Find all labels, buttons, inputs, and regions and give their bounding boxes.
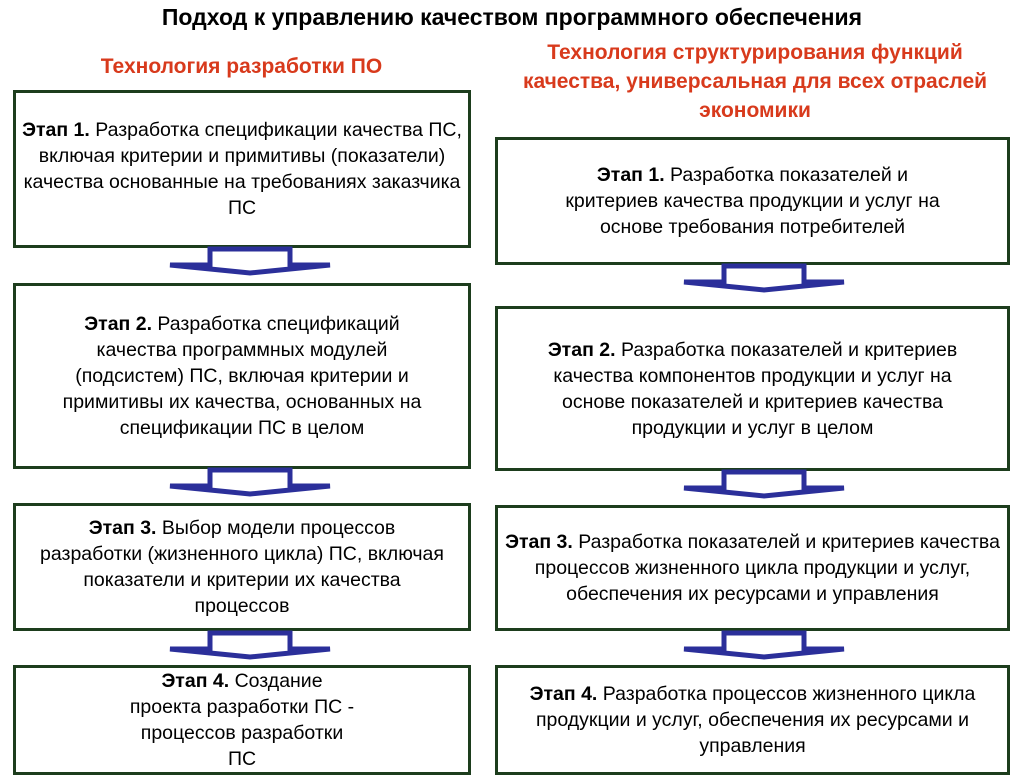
left-stage-2: [13, 283, 471, 469]
down-arrow-icon: [680, 263, 850, 293]
stage-label: Этап 2.: [84, 313, 153, 335]
stage-label: Этап 2.: [547, 338, 616, 361]
down-arrow-icon: [166, 246, 336, 276]
stage-label: Этап 4.: [529, 683, 598, 705]
stage-text: Выбор модели процессов разработки (жизненного цикла) ПС, включая показатели и критерии их качества процессов: [40, 517, 444, 617]
left-heading: Технология разработки ПО: [100, 55, 383, 78]
right-stage-4: [495, 665, 1010, 775]
stage-text: Разработка показателей и критериев качества процессов жизненного цикла продукции и услуг, обеспечения их ресурсами и управления: [534, 531, 1000, 605]
stage-label: Этап 3.: [505, 531, 573, 553]
stage-text: Разработка показателей и критериев качества продукции и услуг на основе требования потребителей: [565, 164, 940, 238]
left-stage-3: [13, 503, 471, 631]
left-stage-1: [13, 90, 471, 248]
stage-text: Разработка показателей и критериев качества компонентов продукции и услуг на основе показателей и критериев качества продукции и услуг в целом: [553, 338, 958, 439]
right-stage-1: [495, 137, 1010, 265]
stage-label: Этап 1.: [596, 164, 665, 186]
stage-label: Этап 3.: [88, 517, 157, 539]
stage-text: Разработка процессов жизненного цикла продукции и услуг, обеспечения их ресурсами и управления: [535, 683, 976, 757]
down-arrow-icon: [166, 630, 336, 660]
stage-text: Разработка спецификации качества ПС, включая критерии и примитивы (показатели) качества основанные на требованиях заказчика ПС: [23, 119, 462, 219]
down-arrow-icon: [680, 469, 850, 499]
right-stage-2: [495, 306, 1010, 471]
right-heading: Технология структурирования функций качества, универсальная для всех отраслей экономики: [522, 41, 988, 122]
stage-text: Создание проекта разработки ПС - процессов разработки ПС: [129, 670, 355, 770]
page-title: Подход к управлению качеством программного обеспечения: [161, 4, 863, 30]
stage-label: Этап 4.: [161, 670, 230, 692]
down-arrow-icon: [166, 467, 336, 497]
down-arrow-icon: [680, 630, 850, 660]
right-stage-3: [495, 505, 1010, 631]
stage-text: Разработка спецификаций качества программных модулей (подсистем) ПС, включая критерии и примитивы их качества, основанных на спецификации ПС в целом: [62, 313, 422, 439]
left-stage-4: [13, 665, 471, 775]
stage-label: Этап 1.: [22, 119, 90, 141]
